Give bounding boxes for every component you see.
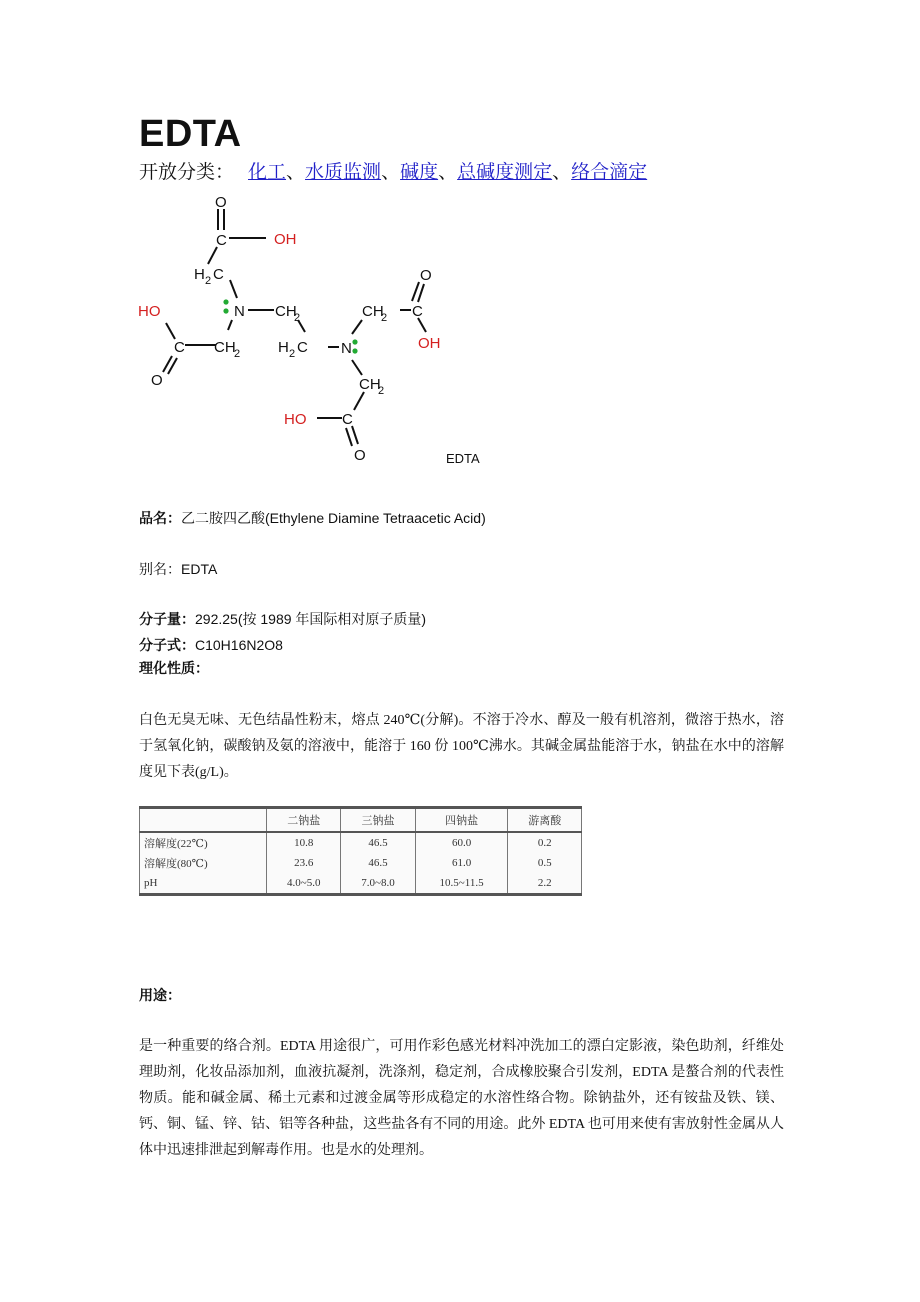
atom-subscript: 2 xyxy=(378,385,385,397)
edta-structure-diagram xyxy=(134,192,464,467)
properties-label: 理化性质： xyxy=(139,662,209,677)
atom-c: C xyxy=(412,303,423,320)
category-separator: 、 xyxy=(286,162,306,183)
atom-c: C xyxy=(342,411,353,428)
figure-caption: EDTA xyxy=(446,451,480,466)
atom-subscript: 2 xyxy=(294,312,301,324)
table-header-cell: 三钠盐 xyxy=(341,808,415,833)
atom-ch: CH xyxy=(362,303,384,320)
atom-subscript: 2 xyxy=(289,348,296,360)
molecular-weight-label: 分子量： xyxy=(139,613,195,628)
category-label: 开放分类： xyxy=(139,162,235,183)
atom-oh-hydroxyl: OH xyxy=(274,231,297,248)
atom-ho-hydroxyl: HO xyxy=(284,411,307,428)
table-cell: 2.2 xyxy=(508,873,582,895)
table-cell: 23.6 xyxy=(267,853,341,873)
alias-label: 别名： xyxy=(139,563,181,578)
category-link-complexometric-titration[interactable]: 络合滴定 xyxy=(571,162,648,183)
category-link-alkalinity[interactable]: 碱度 xyxy=(400,162,439,183)
molecular-formula-line xyxy=(139,632,784,660)
atom-o: O xyxy=(151,372,163,389)
table-cell: 46.5 xyxy=(341,853,415,873)
table-cell: 10.5~11.5 xyxy=(415,873,508,895)
category-link-total-alkalinity[interactable]: 总碱度测定 xyxy=(457,162,553,183)
page-title: EDTA xyxy=(139,113,242,155)
product-name-value: 乙二胺四乙酸(Ethylene Diamine Tetraacetic Acid) xyxy=(181,510,486,526)
atom-n: N xyxy=(234,303,245,320)
atom-h: H xyxy=(194,266,205,283)
category-separator: 、 xyxy=(438,162,458,183)
atom-c: C xyxy=(174,339,185,356)
atom-ch: CH xyxy=(275,303,297,320)
table-cell: 0.5 xyxy=(508,853,582,873)
category-separator: 、 xyxy=(381,162,401,183)
uses-heading xyxy=(139,984,784,1010)
atom-c: C xyxy=(213,266,224,283)
table-header-cell: 游离酸 xyxy=(508,808,582,833)
table-cell: 10.8 xyxy=(267,832,341,853)
table-header-cell: 四钠盐 xyxy=(415,808,508,833)
product-name-label: 品名： xyxy=(139,512,181,527)
table-cell: 4.0~5.0 xyxy=(267,873,341,895)
alias-value: EDTA xyxy=(181,561,218,577)
table-header-row xyxy=(140,808,582,833)
atom-o: O xyxy=(215,194,227,211)
uses-label: 用途： xyxy=(139,989,181,1004)
alias-line xyxy=(139,556,784,584)
table-cell: pH xyxy=(140,873,267,895)
table-cell: 7.0~8.0 xyxy=(341,873,415,895)
molecular-weight-line xyxy=(139,606,784,634)
table-row xyxy=(140,873,582,895)
atom-ch: CH xyxy=(214,339,236,356)
table-header-cell: 二钠盐 xyxy=(267,808,341,833)
molecular-formula-value: C10H16N2O8 xyxy=(195,637,283,653)
atom-ch: CH xyxy=(359,376,381,393)
properties-heading xyxy=(139,657,784,683)
atom-ho-hydroxyl: HO xyxy=(138,303,161,320)
table-cell: 0.2 xyxy=(508,832,582,853)
product-name-line xyxy=(139,505,784,533)
table-row xyxy=(140,853,582,873)
atom-c: C xyxy=(297,339,308,356)
table-cell: 46.5 xyxy=(341,832,415,853)
atom-h: H xyxy=(278,339,289,356)
category-link-water-monitoring[interactable]: 水质监测 xyxy=(305,162,382,183)
table-cell: 60.0 xyxy=(415,832,508,853)
atom-o: O xyxy=(420,267,432,284)
atom-o: O xyxy=(354,447,366,464)
table-row xyxy=(140,832,582,853)
table-cell: 61.0 xyxy=(415,853,508,873)
uses-paragraph: 是一种重要的络合剂。EDTA 用途很广，可用作彩色感光材料冲洗加工的漂白定影液，染色助剂，纤维处理助剂，化妆品添加剂，血液抗凝剂，洗涤剂，稳定剂，合成橡胶聚合引发剂，EDTA 是螯合剂的代表性物质。能和碱金属、稀土元素和过渡金属等形成稳定的水溶性络合物。除钠盐外，还有铵盐及铁、镁、钙、铜、锰、锌、钴、铝等各种盐，这些盐各有不同的用途。此外 EDTA 也可用来使有害放射性金属从人体中迅速排泄起到解毒作用。也是水的处理剂。 xyxy=(139,1039,784,1158)
atom-subscript: 2 xyxy=(205,275,212,287)
table-header-cell xyxy=(140,808,267,833)
atom-subscript: 2 xyxy=(381,312,388,324)
atom-subscript: 2 xyxy=(234,348,241,360)
atom-n: N xyxy=(341,340,352,357)
category-separator: 、 xyxy=(552,162,572,183)
solubility-table xyxy=(139,806,582,896)
molecular-formula-label: 分子式： xyxy=(139,639,195,654)
table-cell: 溶解度(22℃) xyxy=(140,832,267,853)
category-line xyxy=(139,160,647,186)
molecular-weight-value: 292.25(按 1989 年国际相对原子质量) xyxy=(195,611,427,627)
atom-oh-hydroxyl: OH xyxy=(418,335,441,352)
category-link-chemical[interactable]: 化工 xyxy=(248,162,287,183)
atom-c: C xyxy=(216,232,227,249)
table-cell: 溶解度(80℃) xyxy=(140,853,267,873)
properties-paragraph: 白色无臭无味、无色结晶性粉末，熔点 240℃(分解)。不溶于冷水、醇及一般有机溶剂，微溶于热水，溶于氢氧化钠，碳酸钠及氨的溶液中，能溶于 160 份 100℃沸水。其碱金属盐能溶于水，钠盐在水中的溶解度见下表(g/L)。 xyxy=(139,713,784,780)
